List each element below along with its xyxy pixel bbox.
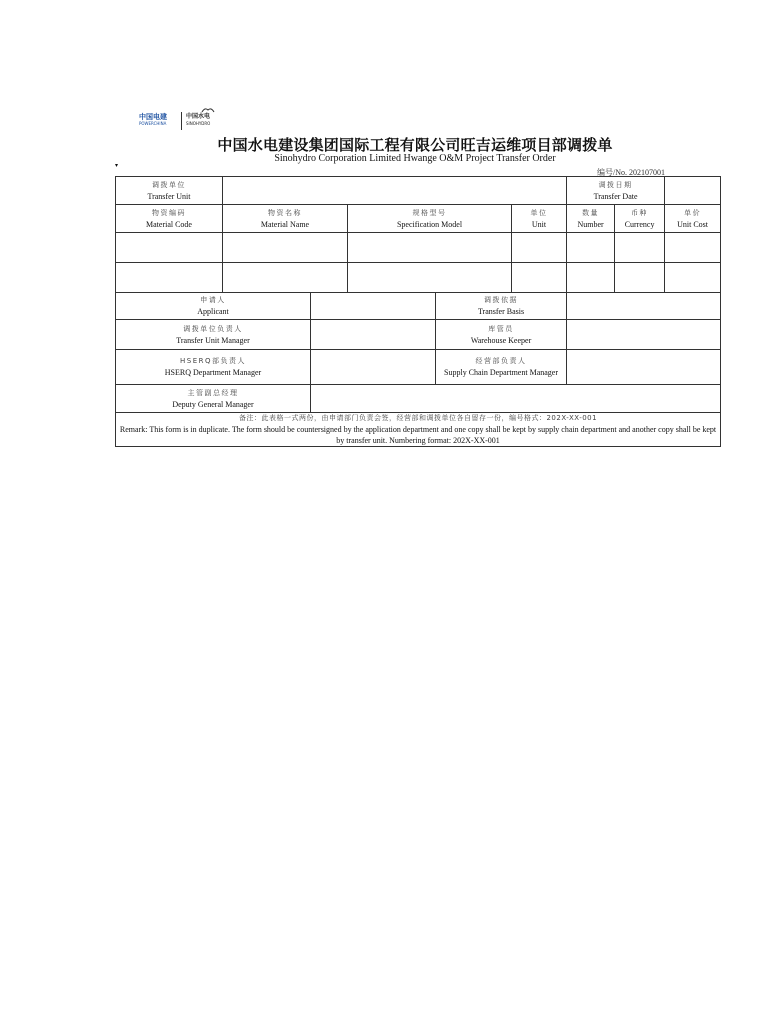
powerchina-logo: [139, 113, 177, 127]
col-en: Material Name: [260, 219, 310, 229]
deputy-manager-label: [116, 385, 311, 413]
table-row: [116, 263, 721, 293]
col-unit: [512, 205, 567, 233]
deputy-manager-label-cn: 主管副总经理: [187, 388, 239, 397]
col-cn: 数量: [582, 208, 600, 217]
sinohydro-logo-cn: 中国水电: [186, 113, 211, 120]
unit-manager-label: [116, 320, 311, 350]
transfer-date-label-en: Transfer Date: [593, 191, 638, 201]
hserq-row: [116, 350, 721, 385]
cell-material-name[interactable]: [223, 263, 348, 293]
sinohydro-logo: [186, 113, 226, 127]
deputy-row: [116, 385, 721, 413]
supply-chain-manager-label: [436, 350, 567, 385]
applicant-row: [116, 293, 721, 320]
transfer-unit-label-cn: 调拨单位: [152, 180, 186, 189]
warehouse-keeper-value[interactable]: [567, 320, 721, 350]
cell-material-code[interactable]: [116, 233, 223, 263]
transfer-date-label: [567, 177, 665, 205]
form-title-cn: 中国水电建设集团国际工程有限公司旺吉运维项目部调拨单: [217, 136, 613, 154]
transfer-basis-label-en: Transfer Basis: [477, 307, 525, 316]
col-number: [567, 205, 615, 233]
col-en: Unit: [531, 219, 547, 229]
col-currency: [615, 205, 665, 233]
transfer-info-row: [116, 177, 721, 205]
transfer-unit-label: [116, 177, 223, 205]
col-specification: [348, 205, 512, 233]
col-cn: 单价: [684, 208, 702, 217]
powerchina-logo-en: POWERCHINA: [139, 121, 167, 126]
applicant-label: [116, 293, 311, 320]
company-logo: [139, 111, 229, 133]
transfer-unit-label-en: Transfer Unit: [147, 191, 191, 201]
warehouse-keeper-label: [436, 320, 567, 350]
sinohydro-logo-en: SINOHYDRO: [186, 121, 211, 126]
corner-mark: ▾: [115, 163, 119, 169]
remark-cn: 备注：此表格一式两份，由申请部门负责会签，经营部和调拨单位各自留存一份，编号格式：202X-XX-001: [238, 414, 598, 422]
col-cn: 币种: [631, 208, 649, 217]
col-cn: 单位: [530, 208, 548, 217]
col-en: Number: [577, 219, 604, 229]
cell-material-name[interactable]: [223, 233, 348, 263]
logo-divider: [181, 112, 182, 130]
cell-unit-cost[interactable]: [665, 233, 721, 263]
col-material-code: [116, 205, 223, 233]
deputy-manager-label-en: Deputy General Manager: [172, 399, 254, 409]
col-cn: 物资编码: [152, 208, 186, 217]
remark: [116, 413, 721, 447]
col-material-name: [223, 205, 348, 233]
cell-currency[interactable]: [615, 263, 665, 293]
cell-number[interactable]: [567, 263, 615, 293]
unit-manager-row: [116, 320, 721, 350]
deputy-manager-value[interactable]: [311, 385, 721, 413]
cell-material-code[interactable]: [116, 263, 223, 293]
cell-number[interactable]: [567, 233, 615, 263]
supply-chain-manager-label-cn: 经营部负责人: [475, 357, 527, 365]
hserq-manager-value[interactable]: [311, 350, 436, 385]
col-cn: 规格型号: [412, 208, 447, 217]
unit-manager-label-en: Transfer Unit Manager: [176, 335, 250, 345]
transfer-basis-value[interactable]: [567, 293, 721, 320]
cell-currency[interactable]: [615, 233, 665, 263]
col-en: Currency: [624, 219, 655, 229]
col-cn: 物资名称: [268, 208, 302, 217]
transfer-unit-value[interactable]: [223, 177, 567, 205]
col-en: Material Code: [146, 219, 192, 229]
hserq-manager-label-cn: HSERQ部负责人: [179, 357, 246, 365]
col-en: Unit Cost: [677, 219, 709, 229]
cell-unit[interactable]: [512, 263, 567, 293]
col-en: Specification Model: [396, 219, 463, 229]
transfer-date-value[interactable]: [665, 177, 721, 205]
remark-row: [116, 413, 721, 447]
warehouse-keeper-label-cn: 库管员: [488, 324, 514, 333]
supply-chain-manager-label-en: Supply Chain Department Manager: [444, 368, 559, 377]
hserq-manager-label-en: HSERQ Department Manager: [164, 368, 262, 377]
applicant-value[interactable]: [311, 293, 436, 320]
table-row: [116, 233, 721, 263]
cell-unit[interactable]: [512, 233, 567, 263]
serial-number: 编号/No. 202107001: [597, 168, 665, 177]
unit-manager-value[interactable]: [311, 320, 436, 350]
unit-manager-label-cn: 调拨单位负责人: [183, 324, 243, 333]
warehouse-keeper-label-en: Warehouse Keeper: [470, 335, 532, 345]
cell-specification[interactable]: [348, 263, 512, 293]
transfer-basis-label-cn: 调拨依据: [484, 296, 519, 304]
transfer-basis-label: [436, 293, 567, 320]
cell-specification[interactable]: [348, 233, 512, 263]
remark-en: Remark: This form is in duplicate. The form should be countersigned by the application department and one copy shall be kept by supply chain department and another copy shall be kept by transfer unit. Numbering format: 202X-XX-001: [119, 425, 717, 445]
transfer-order-table: [115, 176, 721, 447]
applicant-label-en: Applicant: [197, 307, 229, 316]
transfer-date-label-cn: 调拨日期: [598, 180, 633, 189]
supply-chain-manager-value[interactable]: [567, 350, 721, 385]
powerchina-logo-cn: 中国电建: [139, 113, 167, 121]
col-unit-cost: [665, 205, 721, 233]
cell-unit-cost[interactable]: [665, 263, 721, 293]
applicant-label-cn: 申请人: [200, 296, 226, 304]
hserq-manager-label: [116, 350, 311, 385]
column-header-row: [116, 205, 721, 233]
form-title-en: Sinohydro Corporation Limited Hwange O&M Project Transfer Order: [274, 153, 556, 164]
